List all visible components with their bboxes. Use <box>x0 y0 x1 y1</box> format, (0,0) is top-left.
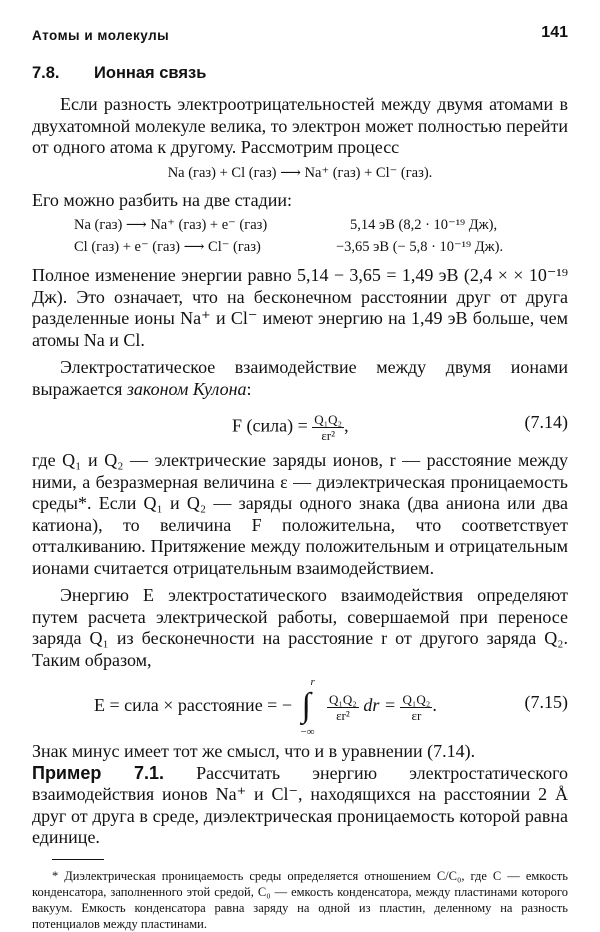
integral-sign: ∫ r −∞ <box>300 676 315 738</box>
paragraph-coulomb <box>32 357 568 400</box>
paragraph-definitions: где Q₁ и Q₂ — электрические заряды ионов, r — расстояние между ними, а безразмерная величина ε — диэлектрическая проницаемость среды*. Если Q₁ и Q₂ — заряды одного знака (два аниона или два катиона), то величина F положительна, что соответствует отталкиванию. Притяжение между положительным и отрицательным ионами считается отрицательным взаимодействием. <box>32 450 568 578</box>
paragraph-energy-change: Полное изменение энергии равно 5,14 − 3,65 = 1,49 эВ (2,4 × × 10⁻¹⁹ Дж). Это означает, что на бесконечном расстоянии друг от друга разделенные ионы Na⁺ и Cl⁻ имеют энергию на 1,49 эВ больше, чем атомы Na и Cl. <box>32 265 568 350</box>
footnote-divider <box>52 859 104 860</box>
eq714-denominator: εr² <box>321 428 336 443</box>
paragraph-minus-sign: Знак минус имеет тот же смысл, что и в уравнении (7.14). <box>32 741 476 761</box>
eq715-result-denominator: εr <box>411 707 422 723</box>
stage-energy: 5,14 эВ (8,2 · 10⁻¹⁹ Дж), <box>350 217 498 233</box>
equation-7-14 <box>32 404 568 442</box>
section-number: 7.8. <box>32 64 60 82</box>
eq714-numerator: Q₁Q₂ <box>314 412 343 427</box>
eq715-period: . <box>432 695 437 716</box>
section-title: Ионная связь <box>94 64 207 82</box>
coulomb-colon: : <box>246 378 252 399</box>
example-label: Пример 7.1. <box>32 762 164 783</box>
eq714-fraction <box>312 412 344 443</box>
integral-lower-limit: −∞ <box>300 726 315 738</box>
equation-7-15 <box>32 677 568 739</box>
page <box>32 22 568 932</box>
footnote: * Диэлектрическая проницаемость среды определяется отношением C/C₀, где C — емкость конденсатора, заполненного этой средой, C₀ — емкость конденсатора, между пластинами которого вакуум. Емкость конденсатора равна заряду на одной из пластин, деленному на разность потенциалов между пластинами. <box>32 868 568 931</box>
equation-process: Na (газ) + Cl (газ) ⟶ Na⁺ (газ) + Cl⁻ (газ). <box>167 164 433 181</box>
eq715-result-numerator: Q₁Q₂ <box>402 691 431 707</box>
stage-reaction: Cl (газ) + e⁻ (газ) ⟶ Cl⁻ (газ) <box>74 239 261 255</box>
eq714-comma: , <box>344 415 349 436</box>
example-paragraph <box>32 763 568 849</box>
eq715-fraction <box>327 692 359 723</box>
stage-row <box>32 215 568 237</box>
eq714-lhs: F (сила) = <box>232 415 308 436</box>
page-number: 141 <box>541 24 568 41</box>
section-heading <box>32 64 568 83</box>
eq715-numerator: Q₁Q₂ <box>328 691 357 707</box>
stage-row <box>32 237 568 259</box>
coulomb-law-term: законом Кулона <box>126 378 247 399</box>
eq714-label: (7.14) <box>524 412 568 432</box>
stage-energy: −3,65 эВ (− 5,8 · 10⁻¹⁹ Дж). <box>336 239 504 255</box>
eq715-lhs: E = сила × расстояние = − <box>94 695 292 716</box>
integral-upper-limit: r <box>310 676 315 688</box>
paragraph-intro: Если разность электроотрицательностей между двумя атомами в двухатомной молекуле велика, то электрон может полностью перейти от одного атома к другому. Рассмотрим процесс <box>32 94 568 157</box>
running-header <box>32 22 568 44</box>
paragraph-stages: Его можно разбить на две стадии: <box>32 189 293 210</box>
running-title: Атомы и молекулы <box>32 28 170 43</box>
eq715-dr: dr = <box>363 695 396 716</box>
paragraph-energy-work: Энергию E электростатического взаимодействия определяют путем расчета электрической работы, совершаемой при переносе заряда Q₁ из бесконечности на расстояние r от другого заряда Q₂. Таким образом, <box>32 585 568 670</box>
eq715-result-fraction <box>400 692 432 723</box>
eq715-label: (7.15) <box>524 692 568 712</box>
stage-reaction: Na (газ) ⟶ Na⁺ (газ) + e⁻ (газ) <box>74 217 268 233</box>
example-text: Рассчитать энергию электростатического взаимодействия ионов Na⁺ и Cl⁻, находящихся на расстоянии 2 Å друг от друга в среде, диэлектрическая проницаемость которой равна единице. <box>32 762 569 847</box>
eq715-denominator: εr² <box>336 707 350 723</box>
coulomb-text: Электростатическое взаимодействие между двумя ионами выражается <box>32 357 568 399</box>
